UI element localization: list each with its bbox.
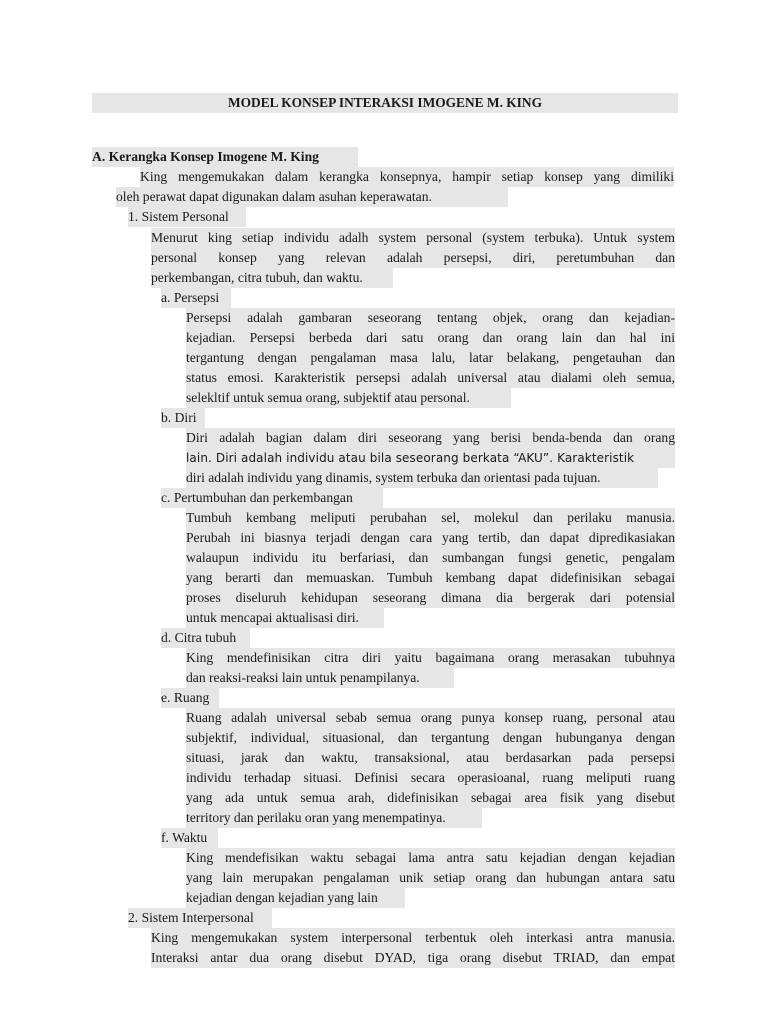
- paragraph-line: selekltif untuk semua orang, subjektif atau personal.: [186, 388, 511, 408]
- intro-line: King mengemukakan dalam kerangka konsepnya, hampir setiap konsep yang dimiliki: [140, 167, 674, 187]
- subheading-ruang: e. Ruang: [161, 688, 219, 708]
- paragraph-line: dan reaksi-reaksi lain untuk penampilanya.: [186, 668, 454, 688]
- paragraph-line: territory dan perilaku oran yang menempatinya.: [186, 808, 482, 828]
- paragraph-line: proses diseluruh kehidupan seseorang dimana dia bergerak dari potensial: [186, 588, 675, 608]
- paragraph-line: yang berarti dan memuaskan. Tumbuh kembang dapat didefinisikan sebagai: [186, 568, 675, 588]
- paragraph-line: subjektif, individual, situasional, dan tergantung dengan hubunganya dengan: [186, 728, 675, 748]
- sistem-interpersonal-heading: 2. Sistem Interpersonal: [128, 908, 272, 928]
- paragraph-line: yang lain merupakan pengalaman unik setiap orang dan hubungan antara satu: [186, 868, 675, 888]
- paragraph-line: lain. Diri adalah individu atau bila seseorang berkata “AKU”. Karakteristik: [186, 448, 675, 468]
- paragraph-line: status emosi. Karakteristik persepsi adalah universal atau dialami oleh semua,: [186, 368, 675, 388]
- paragraph-line: Interaksi antar dua orang disebut DYAD, tiga orang disebut TRIAD, dan empat: [151, 948, 675, 968]
- paragraph-line: personal konsep yang relevan adalah persepsi, diri, peretumbuhan dan: [151, 248, 675, 268]
- paragraph-line: tergantung dengan pengalaman masa lalu, latar belakang, pengetauhan dan: [186, 348, 675, 368]
- subheading-diri: b. Diri: [161, 408, 205, 428]
- paragraph-line: Ruang adalah universal sebab semua orang punya konsep ruang, personal atau: [186, 708, 675, 728]
- paragraph-line: kejadian. Persepsi berbeda dari satu orang dan orang lain dan hal ini: [186, 328, 675, 348]
- paragraph-line: diri adalah individu yang dinamis, system terbuka dan orientasi pada tujuan.: [186, 468, 658, 488]
- paragraph-line: Diri adalah bagian dalam diri seseorang yang berisi benda-benda dan orang: [186, 428, 675, 448]
- paragraph-line: Menurut king setiap individu adalh system personal (system terbuka). Untuk system: [151, 228, 675, 248]
- paragraph-line: situasi, jarak dan waktu, transaksional, atau berdasarkan pada persepsi: [186, 748, 675, 768]
- section-a-heading: A. Kerangka Konsep Imogene M. King: [92, 147, 358, 167]
- paragraph-line: King mendefinisikan citra diri yaitu bagaimana orang merasakan tubuhnya: [186, 648, 675, 668]
- paragraph-line: Persepsi adalah gambaran seseorang tentang objek, orang dan kejadian-: [186, 308, 675, 328]
- paragraph-line: King mendefisikan waktu sebagai lama antra satu kejadian dengan kejadian: [186, 848, 675, 868]
- paragraph-line: individu terhadap situasi. Definisi secara operasioanal, ruang meliputi ruang: [186, 768, 675, 788]
- paragraph-line: King mengemukakan system interpersonal terbentuk oleh interkasi antra manusia.: [151, 928, 675, 948]
- paragraph-line: Tumbuh kembang meliputi perubahan sel, molekul dan perilaku manusia.: [186, 508, 675, 528]
- paragraph-line: kejadian dengan kejadian yang lain: [186, 888, 405, 908]
- paragraph-line: walaupun individu itu berfariasi, dan sumbangan fungsi genetic, pengalam: [186, 548, 675, 568]
- paragraph-line: Perubah ini biasnya terjadi dengan cara yang tertib, dan dapat dipredikasiakan: [186, 528, 675, 548]
- sistem-personal-heading: 1. Sistem Personal: [128, 207, 246, 227]
- subheading-pertumbuhan: c. Pertumbuhan dan perkembangan: [161, 488, 383, 508]
- subheading-persepsi: a. Persepsi: [161, 288, 231, 308]
- subheading-citra-tubuh: d. Citra tubuh: [161, 628, 250, 648]
- subheading-waktu: f. Waktu: [161, 828, 218, 848]
- paragraph-line: perkembangan, citra tubuh, dan waktu.: [151, 268, 393, 288]
- intro-line: oleh perawat dapat digunakan dalam asuhan keperawatan.: [116, 187, 508, 207]
- paragraph-line: untuk mencapai aktualisasi diri.: [186, 608, 384, 628]
- document-title: MODEL KONSEP INTERAKSI IMOGENE M. KING: [92, 93, 678, 113]
- paragraph-line: yang ada untuk semua arah, didefinisikan sebagai area fisik yang disebut: [186, 788, 675, 808]
